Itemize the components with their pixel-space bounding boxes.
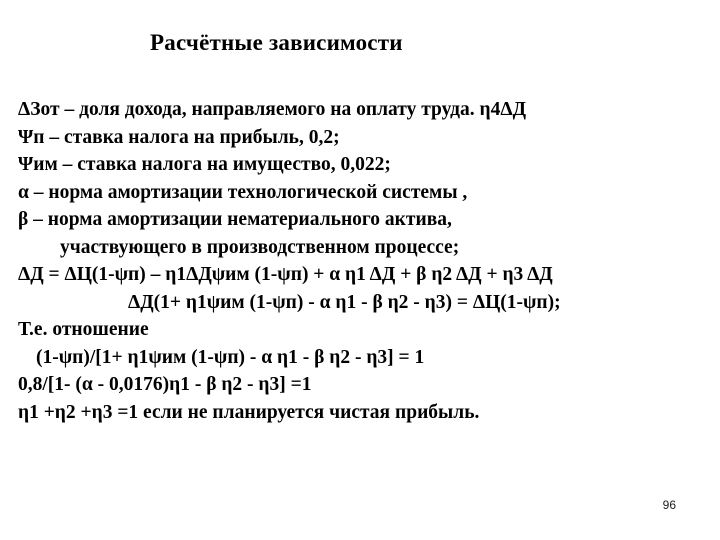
text-line: η1 +η2 +η3 =1 если не планируется чистая прибыль.	[18, 401, 480, 423]
text-line: участвующего в производственном процессе;	[60, 236, 460, 258]
text-line: α – норма амортизации технологической системы ,	[18, 181, 468, 203]
formula-line: ΔД(1+ η1ψим (1-ψп) - α η1 - β η2 - η3) = ΔЦ(1-ψп);	[128, 291, 561, 313]
text-line: Ψим – ставка налога на имущество, 0,022;	[18, 154, 391, 175]
text-line: Ψп – ставка налога на прибыль, 0,2;	[18, 126, 340, 148]
slide-title: Расчётные зависимости	[150, 30, 403, 55]
formula-line: ΔД = ΔЦ(1-ψп) – η1ΔДψим (1-ψп) + α η1 ΔД + β η2 ΔД + η3 ΔД	[18, 264, 553, 285]
text-line: Т.е. отношение	[18, 319, 149, 340]
formula-line: (1-ψп)/[1+ η1ψим (1-ψп) - α η1 - β η2 - η3] = 1	[36, 346, 425, 368]
page-number: 96	[662, 498, 676, 512]
text-line: ΔЗот – доля дохода, направляемого на оплату труда. η4ΔД	[18, 99, 526, 120]
formula-line: 0,8/[1- (α - 0,0176)η1 - β η2 - η3] =1	[18, 374, 312, 395]
text-line: β – норма амортизации нематериального актива,	[18, 209, 452, 230]
slide-body	[18, 96, 708, 426]
